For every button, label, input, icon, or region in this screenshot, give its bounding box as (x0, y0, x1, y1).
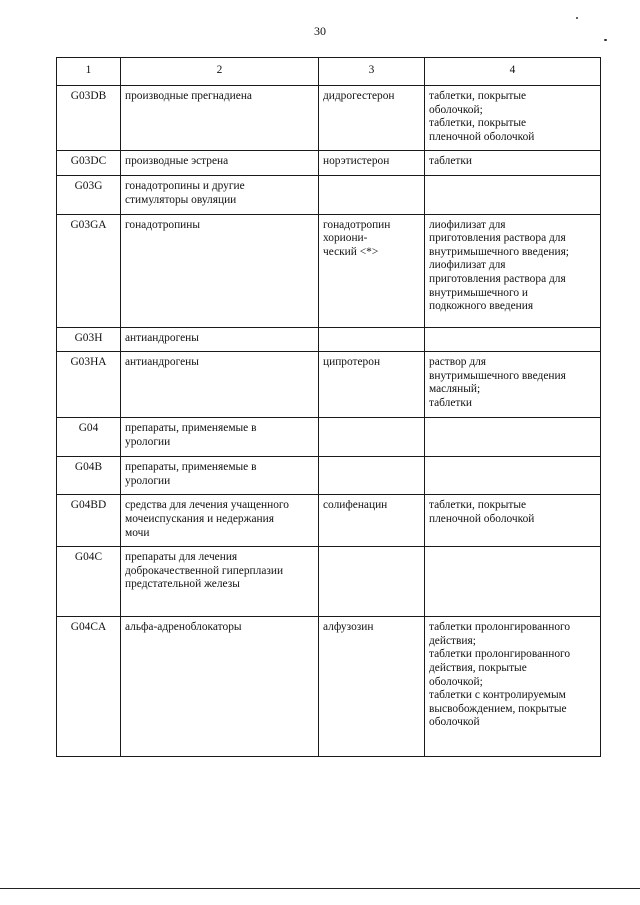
atc-code-cell: G03DC (57, 151, 121, 176)
cell-text-line: предстательной железы (125, 578, 240, 591)
cell-text-line: высвобождением, покрытые (429, 702, 567, 715)
cell-text-line: доброкачественной гиперплазии (125, 564, 284, 577)
drug-table (56, 57, 601, 757)
substance-cell (319, 457, 425, 495)
cell-text-line: производные прегнадиена (125, 90, 252, 102)
table-row (57, 151, 601, 176)
cell-text-line: таблетки, покрытые (429, 117, 527, 130)
cell-text-line: таблетки пролонгированного (429, 648, 571, 661)
group-name-cell (121, 214, 319, 327)
dosage-forms-cell (425, 327, 601, 352)
page-number: 30 (314, 24, 326, 38)
cell-text-line: оболочкой; (429, 675, 483, 688)
dosage-forms-cell (425, 547, 601, 617)
substance-cell (319, 547, 425, 617)
cell-text-line: действия, покрытые (429, 661, 527, 674)
cell-text-line: препараты, применяемые в (125, 422, 257, 435)
cell-text-line: гонадотропины (125, 218, 201, 231)
dosage-forms-cell (425, 151, 601, 176)
cell-text-line: действия; (429, 634, 476, 647)
cell-text-line: приготовления раствора для (429, 272, 566, 285)
cell-text-line: урологии (125, 435, 171, 448)
atc-code-cell: G03G (57, 176, 121, 214)
atc-code-cell: G04 (57, 418, 121, 457)
cell-text-line: масляный; (429, 383, 481, 396)
substance-cell (319, 86, 425, 151)
cell-text-line: лиофилизат для (429, 218, 506, 231)
cell-text-line: таблетки, покрытые (429, 90, 527, 102)
cell-text-line: таблетки, покрытые (429, 499, 527, 512)
table-row (57, 547, 601, 617)
dosage-forms-cell (425, 176, 601, 214)
substance-cell (319, 151, 425, 176)
cell-text-line: дидрогестерон (323, 90, 395, 102)
group-name-cell (121, 547, 319, 617)
group-name-cell (121, 617, 319, 757)
dosage-forms-cell (425, 495, 601, 547)
substance-cell (319, 352, 425, 418)
atc-code-cell: G04BD (57, 495, 121, 547)
group-name-cell (121, 151, 319, 176)
atc-code-cell: G03GA (57, 214, 121, 327)
cell-text-line: приготовления раствора для (429, 232, 566, 245)
cell-text-line: ципротерон (323, 356, 381, 369)
cell-text-line: мочеиспускания и недержания (125, 512, 274, 525)
table-row (57, 214, 601, 327)
scan-speck (576, 17, 578, 19)
cell-text-line: раствор для (429, 356, 487, 369)
group-name-cell (121, 352, 319, 418)
group-name-cell (121, 418, 319, 457)
cell-text-line: антиандрогены (125, 356, 199, 369)
cell-text-line: средства для лечения учащенного (125, 499, 289, 512)
column-header: 3 (319, 58, 425, 86)
cell-text-line: норэтистерон (323, 155, 390, 168)
table-row (57, 617, 601, 757)
dosage-forms-cell (425, 617, 601, 757)
bottom-rule (0, 888, 640, 889)
cell-text-line: стимуляторы овуляции (125, 193, 237, 206)
substance-cell (319, 214, 425, 327)
cell-text-line: оболочкой; (429, 103, 483, 116)
table-body (57, 86, 601, 757)
cell-text-line: подкожного введения (429, 300, 534, 313)
substance-cell (319, 418, 425, 457)
dosage-forms-cell (425, 457, 601, 495)
substance-cell (319, 495, 425, 547)
cell-text-line: гонадотропины и другие (125, 180, 245, 193)
substance-cell (319, 176, 425, 214)
substance-cell (319, 617, 425, 757)
scan-speck (604, 39, 607, 41)
atc-code-cell: G03H (57, 327, 121, 352)
cell-text-line: антиандрогены (125, 331, 199, 344)
column-header: 4 (425, 58, 601, 86)
substance-cell (319, 327, 425, 352)
atc-code-cell: G04B (57, 457, 121, 495)
cell-text-line: таблетки пролонгированного (429, 621, 571, 634)
cell-text-line: внутримышечного и (429, 286, 529, 299)
cell-text-line: пленочной оболочкой (429, 512, 535, 525)
cell-text-line: внутримышечного введения; (429, 245, 569, 258)
cell-text-line: таблетки с контролируемым (429, 689, 566, 702)
cell-text-line: таблетки (429, 155, 473, 168)
group-name-cell (121, 327, 319, 352)
dosage-forms-cell (425, 86, 601, 151)
cell-text-line: препараты для лечения (125, 551, 238, 564)
atc-code-cell: G04CA (57, 617, 121, 757)
table-row (57, 176, 601, 214)
atc-code-cell: G03HA (57, 352, 121, 418)
cell-text-line: пленочной оболочкой (429, 130, 535, 143)
table-row (57, 418, 601, 457)
table-header-row (57, 58, 601, 86)
cell-text-line: лиофилизат для (429, 259, 506, 272)
cell-text-line: препараты, применяемые в (125, 461, 257, 474)
cell-text-line: ческий <*> (323, 245, 379, 258)
cell-text-line: мочи (125, 526, 150, 539)
group-name-cell (121, 176, 319, 214)
cell-text-line: урологии (125, 474, 171, 487)
column-header: 2 (121, 58, 319, 86)
group-name-cell (121, 457, 319, 495)
table-row (57, 495, 601, 547)
cell-text-line: альфа-адреноблокаторы (125, 621, 242, 634)
group-name-cell (121, 86, 319, 151)
cell-text-line: внутримышечного введения (429, 369, 566, 382)
cell-text-line: хориони- (323, 232, 368, 245)
dosage-forms-cell (425, 214, 601, 327)
cell-text-line: оболочкой (429, 716, 480, 729)
table-row (57, 457, 601, 495)
cell-text-line: таблетки (429, 396, 473, 409)
cell-text-line: алфузозин (323, 621, 374, 634)
column-header: 1 (57, 58, 121, 86)
group-name-cell (121, 495, 319, 547)
atc-code-cell: G04C (57, 547, 121, 617)
dosage-forms-cell (425, 352, 601, 418)
table-row (57, 86, 601, 151)
cell-text-line: производные эстрена (125, 155, 229, 168)
table-row (57, 352, 601, 418)
cell-text-line: гонадотропин (323, 218, 391, 231)
cell-text-line: солифенацин (323, 499, 388, 512)
table-row (57, 327, 601, 352)
dosage-forms-cell (425, 418, 601, 457)
atc-code-cell: G03DB (57, 86, 121, 151)
